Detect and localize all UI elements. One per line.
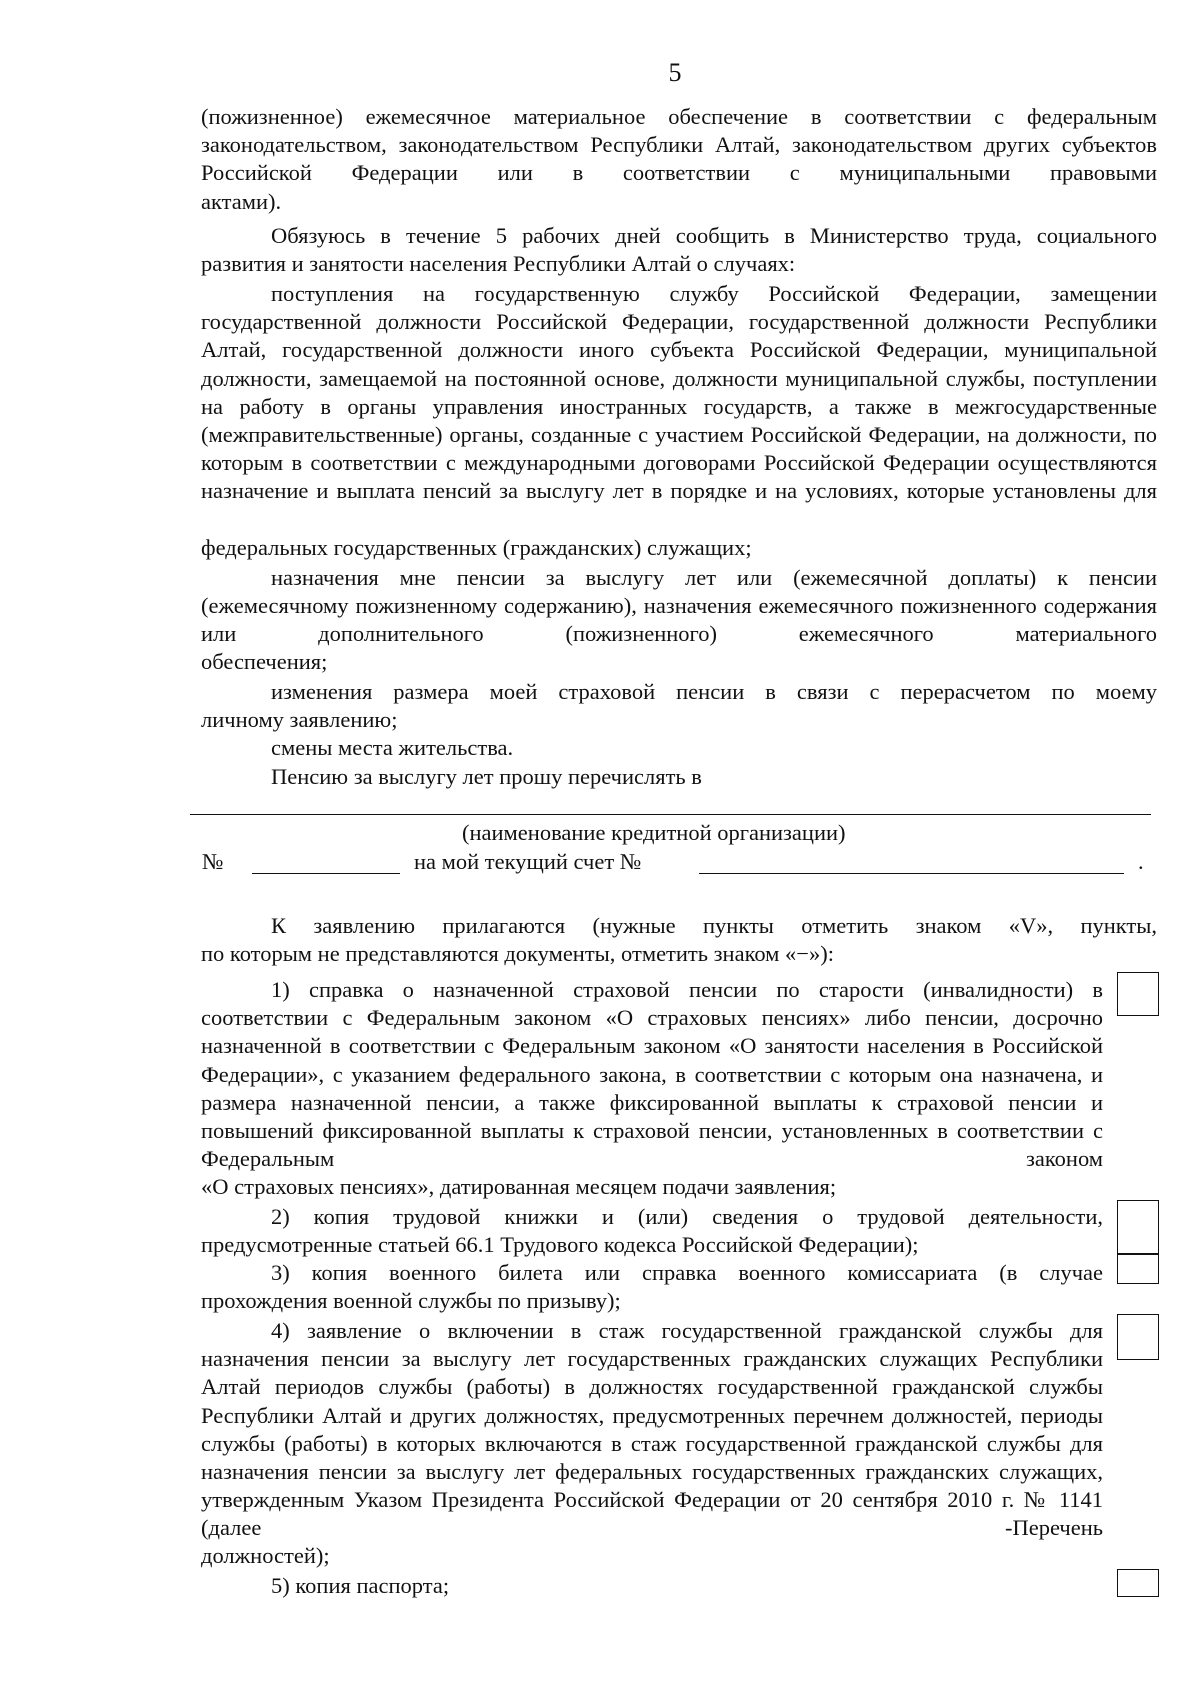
paragraph-pension-change: изменения размера моей страховой пенсии в связи с перерасчетом по моему: [271, 679, 1157, 704]
number-label: №: [202, 849, 224, 874]
paragraph-civil-service: поступления на государственную службу Российской Федерации, замещении государственной должности Российской Федерации, государственной должности Республики Алтай, государственной должности иного субъекта Российской Федерации, муниципальной должности, замещаемой на постоянной основе, должности муниципальной службы, поступлении на работу в органы управления иностранных государств, а также в межгосударственные (межправительственные) органы, созданные с участием Российской Федерации, на должности, по которым в соответствии с международными договорами Российской Федерации осуществляются назначение и выплата пенсий за выслугу лет в порядке и на условиях, которые установлены для: [201, 281, 1157, 504]
paragraph-transfer-request: Пенсию за выслугу лет прошу перечислять в: [271, 764, 702, 789]
attachment-item-4-end: должностей);: [201, 1543, 330, 1568]
attachment-item-3-end: прохождения военной службы по призыву);: [201, 1288, 621, 1313]
paragraph-material-support-end: актами).: [201, 189, 282, 214]
bank-name-caption: (наименование кредитной организации): [462, 820, 846, 845]
attachment-3-checkbox[interactable]: [1117, 1254, 1159, 1284]
paragraph-obligation: Обязуюсь в течение 5 рабочих дней сообщить в Министерство труда, социального: [271, 223, 1157, 248]
paragraph-pension-assignment-end: обеспечения;: [201, 649, 328, 674]
attachment-item-1: 1) справка о назначенной страховой пенсии по старости (инвалидности) в соответствии с Федеральным законом «О страховых пенсиях» либо пенсии, досрочно назначенной в соответствии с Федеральным законом «О занятости населения в Российской Федерации», с указанием федерального закона, в соответствии с которым она назначена, и размера назначенной пенсии, а также фиксированной выплаты к страховой пенсии и повышений фиксированной выплаты к страховой пенсии, установленных в соответствии с Федеральным законом: [201, 977, 1103, 1172]
paragraph-civil-service-end: федеральных государственных (гражданских) служащих;: [201, 535, 752, 560]
account-number-line[interactable]: [699, 873, 1124, 874]
account-period: .: [1138, 849, 1144, 874]
account-label: на мой текущий счет №: [414, 849, 642, 874]
paragraph-obligation-end: развития и занятости населения Республики Алтай о случаях:: [201, 251, 796, 276]
bank-name-line[interactable]: [190, 814, 1151, 815]
attachment-2-checkbox[interactable]: [1117, 1200, 1159, 1254]
attachment-item-5: 5) копия паспорта;: [271, 1573, 450, 1598]
attachment-item-3: 3) копия военного билета или справка военного комиссариата (в случае: [271, 1260, 1103, 1285]
paragraph-material-support: (пожизненное) ежемесячное материальное обеспечение в соответствии с федеральным законодательством, законодательством Республики Алтай, законодательством других субъектов Российской Федерации или в соответствии с муниципальными правовыми: [201, 104, 1157, 186]
attachment-item-2: 2) копия трудовой книжки и (или) сведения о трудовой деятельности,: [271, 1204, 1103, 1229]
paragraph-pension-assignment: назначения мне пенсии за выслугу лет или (ежемесячной доплаты) к пенсии (ежемесячному пожизненному содержанию), назначения ежемесячного пожизненного содержания или дополнительного (пожизненного) ежемесячного материального: [201, 565, 1157, 647]
attachment-5-checkbox[interactable]: [1117, 1569, 1159, 1597]
bank-number-line[interactable]: [252, 873, 400, 874]
attachment-item-2-end: предусмотренные статьей 66.1 Трудового кодекса Российской Федерации);: [201, 1232, 919, 1257]
attachments-intro: К заявлению прилагаются (нужные пункты отметить знаком «V», пункты,: [271, 913, 1157, 938]
paragraph-pension-change-end: личному заявлению;: [201, 707, 398, 732]
attachment-item-1-end: «О страховых пенсиях», датированная месяцем подачи заявления;: [201, 1174, 837, 1199]
page-number: 5: [668, 58, 682, 87]
attachment-item-4: 4) заявление о включении в стаж государственной гражданской службы для назначения пенсии за выслугу лет государственных гражданских служащих Республики Алтай периодов службы (работы) в должностях государственной гражданской службы Республики Алтай и других должностях, предусмотренных перечнем должностей, периоды службы (работы) в которых включаются в стаж государственной гражданской службы для назначения пенсии за выслугу лет федеральных государственных гражданских служащих, утвержденным Указом Президента Российской Федерации от 20 сентября 2010 г. № 1141 (далее -Перечень: [201, 1318, 1103, 1541]
attachments-intro-end: по которым не представляются документы, отметить знаком «−»):: [201, 941, 834, 966]
paragraph-residence-change: смены места жительства.: [271, 735, 514, 760]
attachment-1-checkbox[interactable]: [1117, 972, 1159, 1016]
attachment-4-checkbox[interactable]: [1117, 1314, 1159, 1360]
